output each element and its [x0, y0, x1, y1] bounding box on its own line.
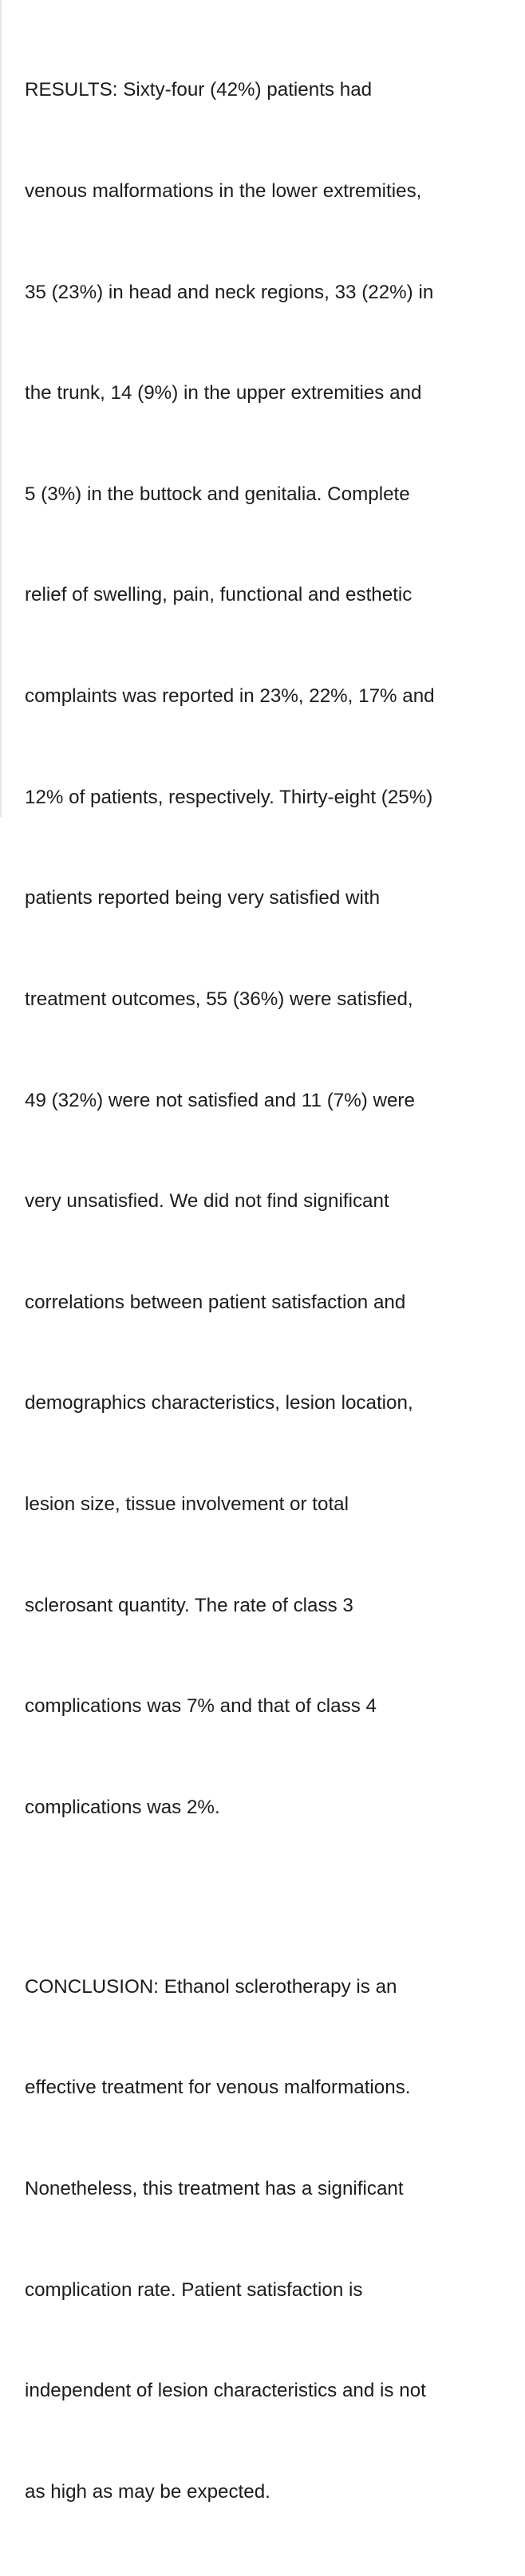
results-line: correlations between patient satisfaction and: [25, 1291, 406, 1313]
results-line: relief of swelling, pain, functional and esthetic: [25, 584, 412, 606]
results-line: complaints was reported in 23%, 22%, 17% and: [25, 685, 435, 708]
conclusion-line: CONCLUSION: Ethanol sclerotherapy is an: [25, 1975, 397, 1998]
conclusion-line: complication rate. Patient satisfaction is: [25, 2278, 363, 2301]
conclusion-line: effective treatment for venous malformations.: [25, 2077, 411, 2099]
results-line: RESULTS: Sixty-four (42%) patients had: [25, 79, 373, 101]
conclusion-line: as high as may be expected.: [25, 2480, 270, 2503]
results-line: 49 (32%) were not satisfied and 11 (7%) were: [25, 1089, 415, 1111]
abstract-text: [25, 6, 508, 2576]
results-line: 35 (23%) in head and neck regions, 33 (22%) in: [25, 281, 434, 303]
results-line: lesion size, tissue involvement or total: [25, 1493, 349, 1515]
results-line: sclerosant quantity. The rate of class 3: [25, 1594, 353, 1616]
results-line: treatment outcomes, 55 (36%) were satisfied,: [25, 988, 413, 1010]
conclusion-line: independent of lesion characteristics and is not: [25, 2380, 426, 2402]
conclusion-paragraph: [25, 1903, 508, 2576]
results-line: patients reported being very satisfied with: [25, 887, 381, 909]
results-line: 5 (3%) in the buttock and genitalia. Complete: [25, 483, 410, 505]
results-paragraph: [25, 6, 508, 1892]
results-line: complications was 7% and that of class 4: [25, 1695, 377, 1718]
results-line: demographics characteristics, lesion location,: [25, 1392, 413, 1414]
conclusion-line: Nonetheless, this treatment has a significant: [25, 2178, 404, 2199]
results-line: venous malformations in the lower extremities,: [25, 180, 422, 203]
results-line: complications was 2%.: [25, 1796, 220, 1818]
results-line: very unsatisfied. We did not find significant: [25, 1190, 389, 1213]
results-line: the trunk, 14 (9%) in the upper extremities and: [25, 382, 422, 404]
results-line: 12% of patients, respectively. Thirty-eight (25%): [25, 786, 433, 808]
